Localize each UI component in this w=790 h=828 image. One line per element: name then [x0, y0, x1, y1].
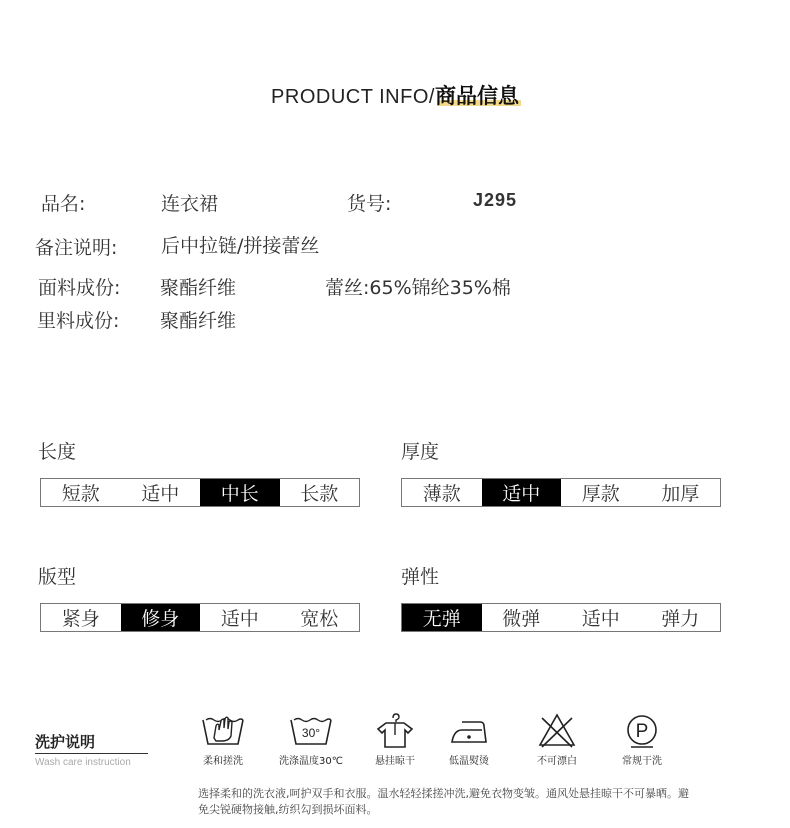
care-label: 常规干洗 [622, 756, 662, 767]
no-bleach-icon [534, 712, 580, 748]
fabric-value: 聚酯纤维 [160, 277, 237, 299]
care-item-low-iron [429, 712, 509, 767]
care-subtitle: Wash care instruction [35, 757, 131, 768]
wash-30-icon [288, 712, 334, 748]
care-item-hang-dry [355, 712, 435, 767]
elasticity-option: 弹力 [661, 608, 700, 630]
sku-label: 货号: [347, 193, 392, 215]
header-title-en: PRODUCT INFO/ [271, 86, 435, 108]
fit-option: 紧身 [61, 608, 100, 630]
header-title-cn [435, 84, 519, 108]
thickness-option: 薄款 [422, 483, 461, 505]
thickness-option: 厚款 [581, 483, 620, 505]
hang-dry-icon [372, 712, 418, 748]
care-label: 柔和搓洗 [203, 756, 243, 767]
wash-temp-text: 30° [301, 726, 321, 740]
care-label: 洗涤温度30℃ [279, 756, 343, 767]
header-title-cn-text: 商品信息 [434, 84, 519, 108]
fit-title: 版型 [38, 566, 77, 588]
care-item-dry-clean [602, 712, 682, 767]
length-option-selected: 中长 [200, 479, 280, 506]
fit-option: 适中 [220, 608, 259, 630]
elasticity-scale [401, 603, 721, 632]
care-item-no-bleach [517, 712, 597, 767]
care-label: 低温熨烫 [449, 756, 489, 767]
care-note: 选择柔和的洗衣液,呵护双手和衣服。温水轻轻揉搓冲洗,避免衣物变皱。通风处悬挂晾干不可暴晒。避免尖锐硬物接触,纺织勾到损坏面料。 [198, 787, 689, 816]
thickness-option-selected: 适中 [482, 479, 562, 506]
lining-label: 里料成份: [37, 310, 120, 332]
lining-value: 聚酯纤维 [160, 310, 237, 332]
length-option: 长款 [300, 483, 339, 505]
name-value: 连衣裙 [161, 193, 219, 215]
page-header [0, 80, 790, 110]
care-title: 洗护说明 [35, 733, 96, 751]
care-item-wash-30 [271, 712, 351, 767]
low-iron-icon [446, 712, 492, 748]
dry-clean-letter: P [635, 721, 649, 742]
thickness-scale [401, 478, 721, 507]
fit-option-selected: 修身 [121, 604, 201, 631]
elasticity-option: 微弹 [502, 608, 541, 630]
elasticity-option-selected: 无弹 [402, 604, 482, 631]
elasticity-option: 适中 [581, 608, 620, 630]
care-divider [35, 753, 148, 754]
care-label: 不可漂白 [537, 756, 577, 767]
lace-value: 蕾丝:65%锦纶35%棉 [325, 277, 511, 299]
hand-wash-icon [200, 712, 246, 748]
care-label: 悬挂晾干 [375, 756, 415, 767]
thickness-option: 加厚 [661, 483, 700, 505]
fit-option: 宽松 [300, 608, 339, 630]
fit-scale [40, 603, 360, 632]
length-option: 短款 [61, 483, 100, 505]
thickness-title: 厚度 [401, 441, 440, 463]
length-title: 长度 [38, 441, 77, 463]
sku-value: J295 [473, 190, 518, 210]
name-label: 品名: [41, 193, 86, 215]
fabric-label: 面料成份: [38, 277, 121, 299]
care-item-hand-wash [183, 712, 263, 767]
length-option: 适中 [141, 483, 180, 505]
length-scale [40, 478, 360, 507]
remark-label: 备注说明: [35, 237, 118, 259]
remark-value: 后中拉链/拼接蕾丝 [161, 235, 320, 257]
elasticity-title: 弹性 [401, 566, 440, 588]
dry-clean-icon [619, 712, 665, 748]
